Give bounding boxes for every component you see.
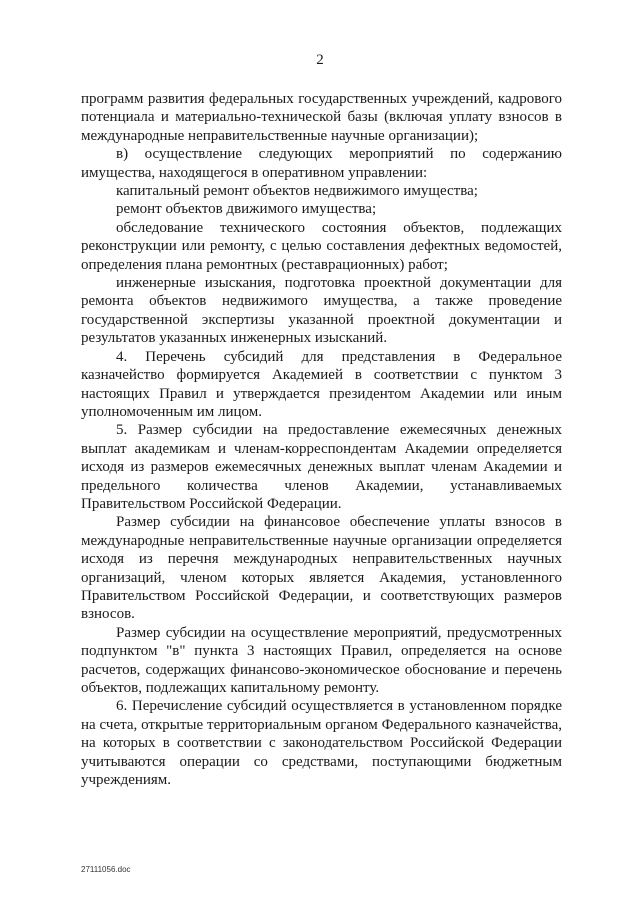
text-line: исходя из размеров ежемесячных денежных выплат членам Академии и [81, 459, 562, 476]
text-line: результатов указанных инженерных изысканий. [81, 330, 388, 347]
text-line: уполномоченным им лицом. [81, 403, 263, 420]
text-line: учитываются операции со средствами, поступающими бюджетным [81, 753, 562, 770]
text-line: международные неправительственные научные организации); [81, 127, 479, 144]
text-line: реконструкции или ремонту, с целью составления дефектных ведомостей, [81, 238, 562, 255]
text-line: ремонт объектов движимого имущества; [116, 201, 377, 218]
text-line: выплат академикам и членам-корреспондентам Академии определяется [81, 440, 562, 457]
text-line: взносов. [81, 606, 135, 623]
paragraph [81, 624, 562, 698]
paragraph [81, 90, 562, 145]
text-line: объектов, подлежащих капитальному ремонту. [81, 680, 380, 696]
text-line: в) осуществление следующих мероприятий по содержанию [116, 146, 562, 163]
text-line: государственной экспертизы указанной проектной документации и [81, 311, 562, 328]
text-line: капитальный ремонт объектов недвижимого имущества; [116, 183, 478, 200]
document-body [81, 90, 562, 789]
text-line: 6. Перечисление субсидий осуществляется в установленном порядке [116, 698, 562, 715]
text-line: Размер субсидии на осуществление мероприятий, предусмотренных [116, 624, 562, 641]
text-line: на счета, открытые территориальным органом Федерального казначейства, [81, 716, 562, 733]
text-line: 5. Размер субсидии на предоставление ежемесячных денежных [116, 422, 562, 439]
text-line: обследование технического состояния объектов, подлежащих [116, 219, 562, 236]
text-line: учреждениям. [81, 772, 172, 789]
text-line: инженерные изыскания, подготовка проектной документации для [116, 275, 562, 292]
text-line: имущества, находящегося в оперативном управлении: [81, 164, 428, 181]
text-line: казначейство формируется Академией в соответствии с пунктом 3 [81, 367, 562, 384]
paragraph [81, 182, 562, 200]
text-line: подпунктом "в" пункта 3 настоящих Правил, определяется на основе [81, 643, 562, 660]
text-line: потенциала и материально-технической базы (включая уплату взносов в [81, 109, 562, 126]
paragraph [81, 219, 562, 274]
text-line: предельного количества членов Академии, устанавливаемых [81, 477, 562, 494]
paragraph [81, 274, 562, 348]
text-line: расчетов, содержащих финансово-экономическое обоснование и перечень [81, 661, 562, 678]
paragraph [81, 513, 562, 623]
paragraph [81, 697, 562, 789]
text-line: определения плана ремонтных (реставрационных) работ; [81, 256, 448, 273]
paragraph [81, 200, 562, 218]
footer-filename: 27111056.doc [81, 865, 131, 874]
page-number: 2 [316, 52, 324, 68]
text-line: исходя из перечня международных неправительственных научных [81, 551, 562, 568]
text-line: Правительством Российской Федерации, и соответствующих размеров [81, 587, 562, 604]
text-line: Размер субсидии на финансовое обеспечение уплаты взносов в [116, 514, 562, 531]
text-line: программ развития федеральных государственных учреждений, кадрового [81, 91, 562, 107]
text-line: 4. Перечень субсидий для представления в Федеральное [116, 348, 562, 365]
text-line: на которых в соответствии с законодательством Российской Федерации [81, 735, 562, 752]
text-line: Правительством Российской Федерации. [81, 495, 342, 512]
paragraph [81, 421, 562, 513]
paragraph [81, 348, 562, 422]
text-line: международные неправительственные научные организации определяется [81, 532, 562, 549]
paragraph [81, 145, 562, 182]
text-line: организаций, членом которых является Академия, установленного [81, 569, 562, 586]
text-line: ремонта объектов недвижимого имущества, а также проведение [81, 293, 562, 310]
text-line: настоящих Правил и утверждается президентом Академии или иным [81, 385, 562, 402]
